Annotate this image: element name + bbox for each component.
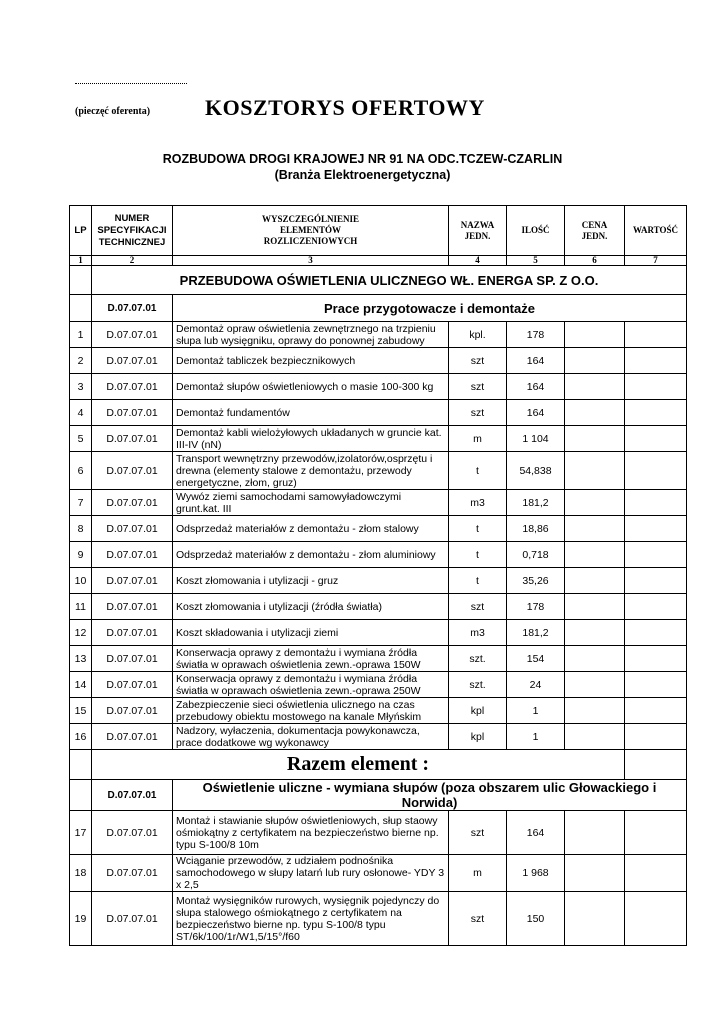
row-quantity: 164 bbox=[507, 400, 565, 426]
row-description: Demontaż kabli wielożyłowych układanych w gruncie kat. III-IV (nN) bbox=[173, 426, 449, 452]
table-row bbox=[70, 594, 687, 620]
row-quantity: 164 bbox=[507, 348, 565, 374]
row-value bbox=[625, 516, 687, 542]
row-description: Demontaż tabliczek bezpiecznikowych bbox=[173, 348, 449, 374]
summary-value-cell bbox=[625, 750, 687, 780]
row-unit: m bbox=[449, 426, 507, 452]
row-description: Montaż wysięgników rurowych, wysięgnik pojedynczy do słupa stalowego ośmiokątnego z certyfikatem na bezpieczeństwo bierne np. typu S-100/8 typu ST/6k/100/1r/W1,5/15°/f60 bbox=[173, 892, 449, 946]
row-unit-price bbox=[565, 855, 625, 892]
row-unit: szt bbox=[449, 811, 507, 855]
row-lp: 5 bbox=[70, 426, 92, 452]
row-unit-price bbox=[565, 811, 625, 855]
row-quantity: 181,2 bbox=[507, 620, 565, 646]
group2-rows bbox=[70, 811, 687, 946]
col-number: 3 bbox=[173, 256, 449, 266]
row-description: Koszt złomowania i utylizacji (źródła światła) bbox=[173, 594, 449, 620]
table-row bbox=[70, 811, 687, 855]
row-unit: kpl. bbox=[449, 322, 507, 348]
row-unit: t bbox=[449, 568, 507, 594]
row-spec: D.07.07.01 bbox=[92, 374, 173, 400]
row-unit: szt bbox=[449, 374, 507, 400]
col-unit-header bbox=[449, 206, 507, 256]
row-spec: D.07.07.01 bbox=[92, 452, 173, 490]
row-unit-price bbox=[565, 542, 625, 568]
row-unit-price bbox=[565, 646, 625, 672]
row-lp: 16 bbox=[70, 724, 92, 750]
row-unit-price bbox=[565, 698, 625, 724]
col-desc-line2: ELEMENTÓW bbox=[279, 225, 341, 235]
row-lp: 19 bbox=[70, 892, 92, 946]
stamp-label: (pieczęć oferenta) bbox=[75, 106, 151, 117]
row-unit: kpl bbox=[449, 698, 507, 724]
row-spec: D.07.07.01 bbox=[92, 400, 173, 426]
col-lp-header: LP bbox=[70, 206, 92, 256]
row-quantity: 1 968 bbox=[507, 855, 565, 892]
col-number: 6 bbox=[565, 256, 625, 266]
row-quantity: 18,86 bbox=[507, 516, 565, 542]
row-description: Konserwacja oprawy z demontażu i wymiana źródła światła w oprawach oświetlenia zewn.-oprawa 250W bbox=[173, 672, 449, 698]
row-unit-price bbox=[565, 892, 625, 946]
column-number-row bbox=[70, 256, 687, 266]
row-unit-price bbox=[565, 620, 625, 646]
row-unit-price bbox=[565, 568, 625, 594]
row-lp: 3 bbox=[70, 374, 92, 400]
row-value bbox=[625, 322, 687, 348]
row-description: Transport wewnętrzny przewodów,izolatorów,osprzętu i drewna (elementy stalowe z demontażu, przewody energetyczne, złom, gruz) bbox=[173, 452, 449, 490]
row-spec: D.07.07.01 bbox=[92, 672, 173, 698]
group-lp-cell bbox=[70, 295, 92, 322]
row-unit: szt bbox=[449, 594, 507, 620]
row-unit-price bbox=[565, 516, 625, 542]
row-unit-price bbox=[565, 374, 625, 400]
col-spec-line1: NUMER bbox=[114, 212, 150, 224]
group-lp-cell bbox=[70, 780, 92, 811]
row-value bbox=[625, 646, 687, 672]
row-value bbox=[625, 374, 687, 400]
row-lp: 14 bbox=[70, 672, 92, 698]
row-unit-price bbox=[565, 490, 625, 516]
row-unit: m3 bbox=[449, 490, 507, 516]
table-row bbox=[70, 672, 687, 698]
row-value bbox=[625, 892, 687, 946]
row-unit-price bbox=[565, 452, 625, 490]
row-value bbox=[625, 672, 687, 698]
group1-header-row bbox=[70, 295, 687, 322]
project-title: ROZBUDOWA DROGI KRAJOWEJ NR 91 NA ODC.TCZEW-CZARLIN bbox=[162, 152, 563, 166]
group1-title: Prace przygotowacze i demontaże bbox=[173, 295, 687, 322]
row-quantity: 178 bbox=[507, 594, 565, 620]
row-value bbox=[625, 542, 687, 568]
col-price-line1: CENA bbox=[581, 219, 608, 230]
row-unit: m bbox=[449, 855, 507, 892]
row-unit: t bbox=[449, 516, 507, 542]
table-row bbox=[70, 620, 687, 646]
summary-row bbox=[70, 750, 687, 780]
row-description: Wciąganie przewodów, z udziałem podnośnika samochodowego w słupy latarń lub rury osłonowe- YDY 3 x 2,5 bbox=[173, 855, 449, 892]
summary-lp-cell bbox=[70, 750, 92, 780]
table-row bbox=[70, 452, 687, 490]
row-spec: D.07.07.01 bbox=[92, 568, 173, 594]
row-description: Odsprzedaż materiałów z demontażu - złom aluminiowy bbox=[173, 542, 449, 568]
row-unit: szt. bbox=[449, 672, 507, 698]
row-lp: 7 bbox=[70, 490, 92, 516]
row-unit: szt bbox=[449, 348, 507, 374]
row-description: Odsprzedaż materiałów z demontażu - złom stalowy bbox=[173, 516, 449, 542]
col-spec-header bbox=[92, 206, 173, 256]
table-row bbox=[70, 568, 687, 594]
group2-header-row bbox=[70, 780, 687, 811]
row-lp: 15 bbox=[70, 698, 92, 724]
table-row bbox=[70, 724, 687, 750]
row-value bbox=[625, 811, 687, 855]
row-unit-price bbox=[565, 348, 625, 374]
row-spec: D.07.07.01 bbox=[92, 646, 173, 672]
table-row bbox=[70, 516, 687, 542]
row-spec: D.07.07.01 bbox=[92, 811, 173, 855]
row-unit: szt bbox=[449, 400, 507, 426]
table-row bbox=[70, 892, 687, 946]
col-spec-line3: TECHNICZNEJ bbox=[98, 236, 166, 248]
col-number: 1 bbox=[70, 256, 92, 266]
row-unit-price bbox=[565, 322, 625, 348]
group2-title: Oświetlenie uliczne - wymiana słupów (poza obszarem ulic Głowackiego i Norwida) bbox=[173, 780, 687, 811]
row-description: Koszt składowania i utylizacji ziemi bbox=[173, 620, 449, 646]
table-row bbox=[70, 855, 687, 892]
section-row bbox=[70, 266, 687, 295]
row-quantity: 164 bbox=[507, 374, 565, 400]
row-lp: 17 bbox=[70, 811, 92, 855]
row-lp: 1 bbox=[70, 322, 92, 348]
row-value bbox=[625, 490, 687, 516]
document-title: KOSZTORYS OFERTOWY bbox=[205, 95, 485, 120]
col-number: 2 bbox=[92, 256, 173, 266]
table-row bbox=[70, 490, 687, 516]
row-description: Demontaż fundamentów bbox=[173, 400, 449, 426]
row-unit: m3 bbox=[449, 620, 507, 646]
row-spec: D.07.07.01 bbox=[92, 724, 173, 750]
row-lp: 2 bbox=[70, 348, 92, 374]
row-lp: 4 bbox=[70, 400, 92, 426]
table-row bbox=[70, 426, 687, 452]
group2-code: D.07.07.01 bbox=[92, 780, 173, 811]
row-lp: 18 bbox=[70, 855, 92, 892]
col-price-header bbox=[565, 206, 625, 256]
row-spec: D.07.07.01 bbox=[92, 855, 173, 892]
row-unit-price bbox=[565, 594, 625, 620]
row-value bbox=[625, 620, 687, 646]
section-title: PRZEBUDOWA OŚWIETLENIA ULICZNEGO WŁ. ENERGA SP. Z O.O. bbox=[92, 266, 687, 295]
row-unit-price bbox=[565, 672, 625, 698]
row-value bbox=[625, 568, 687, 594]
table-row bbox=[70, 646, 687, 672]
row-spec: D.07.07.01 bbox=[92, 620, 173, 646]
row-spec: D.07.07.01 bbox=[92, 426, 173, 452]
row-spec: D.07.07.01 bbox=[92, 348, 173, 374]
table-row bbox=[70, 374, 687, 400]
row-value bbox=[625, 855, 687, 892]
table-row bbox=[70, 322, 687, 348]
row-description: Montaż i stawianie słupów oświetleniowych, słup staowy ośmiokątny z certyfikatem na bezpieczeństwo bierne np. typu S-100/8 10m bbox=[173, 811, 449, 855]
col-value-header: WARTOŚĆ bbox=[625, 206, 687, 256]
row-lp: 6 bbox=[70, 452, 92, 490]
row-quantity: 154 bbox=[507, 646, 565, 672]
row-description: Demontaż opraw oświetlenia zewnętrznego na trzpieniu słupa lub wysięgniku, oprawy do ponownej zabudowy bbox=[173, 322, 449, 348]
col-qty-header: ILOŚĆ bbox=[507, 206, 565, 256]
row-value bbox=[625, 452, 687, 490]
col-spec-line2: SPECYFIKACJI bbox=[97, 224, 167, 236]
row-value bbox=[625, 348, 687, 374]
row-lp: 10 bbox=[70, 568, 92, 594]
table-row bbox=[70, 400, 687, 426]
row-description: Konserwacja oprawy z demontażu i wymiana źródła światła w oprawach oświetlenia zewn.-oprawa 150W bbox=[173, 646, 449, 672]
row-unit: kpl bbox=[449, 724, 507, 750]
col-price-line2: JEDN. bbox=[581, 230, 608, 241]
row-quantity: 164 bbox=[507, 811, 565, 855]
row-unit: szt. bbox=[449, 646, 507, 672]
row-value bbox=[625, 594, 687, 620]
row-lp: 8 bbox=[70, 516, 92, 542]
group1-code: D.07.07.01 bbox=[92, 295, 173, 322]
signature-dotted-line bbox=[75, 83, 187, 84]
header-row bbox=[70, 206, 687, 256]
row-spec: D.07.07.01 bbox=[92, 490, 173, 516]
row-unit: t bbox=[449, 542, 507, 568]
section-lp-cell bbox=[70, 266, 92, 295]
row-lp: 9 bbox=[70, 542, 92, 568]
row-unit-price bbox=[565, 426, 625, 452]
col-desc-header bbox=[173, 206, 449, 256]
row-quantity: 1 bbox=[507, 698, 565, 724]
row-spec: D.07.07.01 bbox=[92, 322, 173, 348]
row-quantity: 178 bbox=[507, 322, 565, 348]
col-unit-line1: NAZWA bbox=[460, 219, 495, 230]
row-spec: D.07.07.01 bbox=[92, 698, 173, 724]
row-spec: D.07.07.01 bbox=[92, 542, 173, 568]
branch-label: (Branża Elektroenergetyczna) bbox=[274, 168, 451, 182]
col-number: 7 bbox=[625, 256, 687, 266]
row-unit: t bbox=[449, 452, 507, 490]
col-number: 4 bbox=[449, 256, 507, 266]
col-desc-line3: ROZLICZENIOWYCH bbox=[263, 236, 358, 246]
row-quantity: 35,26 bbox=[507, 568, 565, 594]
summary-label: Razem element : bbox=[92, 750, 625, 780]
table-row bbox=[70, 698, 687, 724]
row-value bbox=[625, 426, 687, 452]
row-description: Nadzory, wyłaczenia, dokumentacja powykonawcza, prace dodatkowe wg wykonawcy bbox=[173, 724, 449, 750]
row-quantity: 24 bbox=[507, 672, 565, 698]
row-quantity: 181,2 bbox=[507, 490, 565, 516]
row-quantity: 1 bbox=[507, 724, 565, 750]
row-description: Koszt złomowania i utylizacji - gruz bbox=[173, 568, 449, 594]
col-desc-line1: WYSZCZEGÓLNIENIE bbox=[261, 214, 360, 224]
col-unit-line2: JEDN. bbox=[464, 230, 491, 241]
cost-estimate-table bbox=[69, 205, 687, 946]
row-unit-price bbox=[565, 400, 625, 426]
group1-rows bbox=[70, 322, 687, 750]
row-quantity: 150 bbox=[507, 892, 565, 946]
row-quantity: 54,838 bbox=[507, 452, 565, 490]
row-lp: 11 bbox=[70, 594, 92, 620]
row-lp: 12 bbox=[70, 620, 92, 646]
row-spec: D.07.07.01 bbox=[92, 594, 173, 620]
row-description: Demontaż słupów oświetleniowych o masie 100-300 kg bbox=[173, 374, 449, 400]
row-unit-price bbox=[565, 724, 625, 750]
row-lp: 13 bbox=[70, 646, 92, 672]
row-description: Wywóz ziemi samochodami samowyładowczymi grunt.kat. III bbox=[173, 490, 449, 516]
row-value bbox=[625, 724, 687, 750]
table-row bbox=[70, 348, 687, 374]
row-quantity: 1 104 bbox=[507, 426, 565, 452]
row-description: Zabezpieczenie sieci oświetlenia ulicznego na czas przebudowy obiektu mostowego na kanale Młyńskim bbox=[173, 698, 449, 724]
row-spec: D.07.07.01 bbox=[92, 516, 173, 542]
table-row bbox=[70, 542, 687, 568]
col-number: 5 bbox=[507, 256, 565, 266]
row-spec: D.07.07.01 bbox=[92, 892, 173, 946]
row-unit: szt bbox=[449, 892, 507, 946]
row-quantity: 0,718 bbox=[507, 542, 565, 568]
row-value bbox=[625, 400, 687, 426]
row-value bbox=[625, 698, 687, 724]
